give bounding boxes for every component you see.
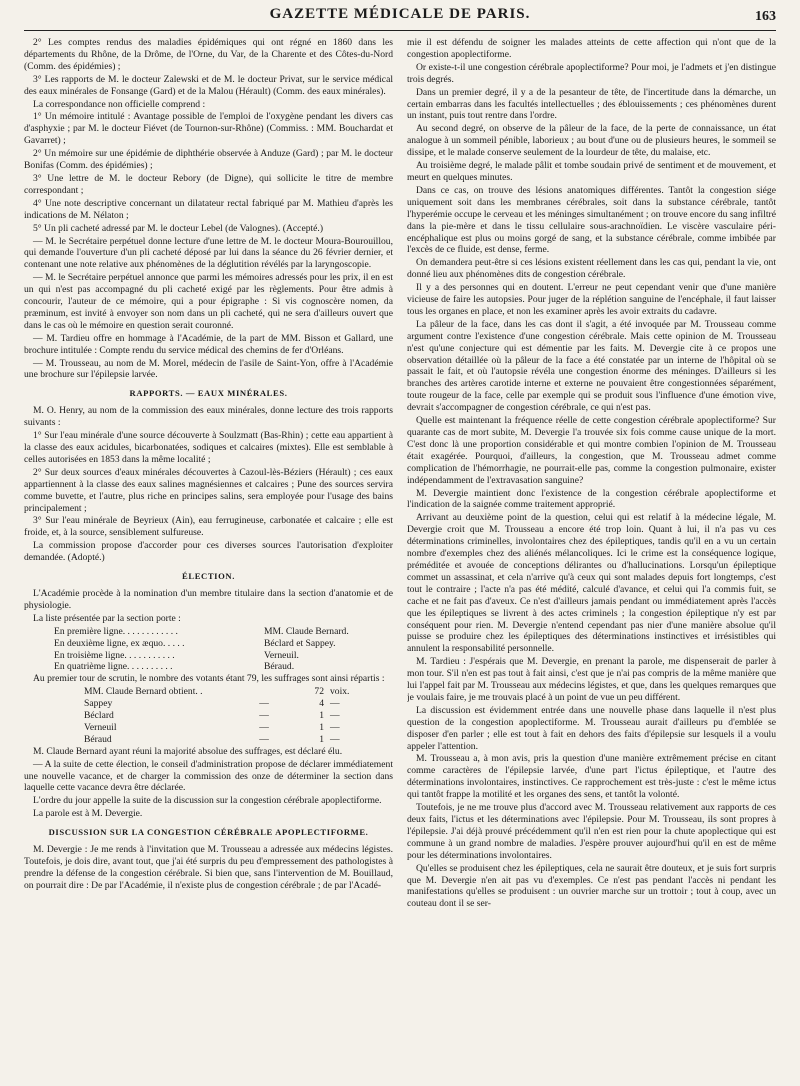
list-item: En deuxième ligne, ex æquo. . . . . Béclard et Sappey. [54, 637, 336, 649]
table-row: Verneuil — 1 — [84, 721, 340, 733]
page-number: 163 [755, 9, 776, 24]
table-row: Béclard — 1 — [84, 710, 340, 722]
section-heading: DISCUSSION SUR LA CONGESTION CÉRÉBRALE APOPLECTIFORME. [48, 827, 369, 838]
paragraph: 3° Les rapports de M. le docteur Zalewski et de M. le docteur Privat, sur le service médical des eaux minérales de Fonsange (Gard) et de la Malou (Hérault) (Comm. des eaux minérales). [24, 73, 393, 97]
paragraph: 1° Un mémoire intitulé : Avantage possible de l'emploi de l'oxygène pendant les divers cas d'asphyxie ; par M. le docteur Fiévet (de Tournon-sur-Rhône) (Commiss. : MM. Bouchardat et Gavarret) ; [24, 111, 393, 147]
paragraph: 1° Sur l'eau minérale d'une source découverte à Soulzmatt (Bas-Rhin) ; cette eau appartient à la classe des eaux acidules, bicarbonatées, sodiques et calcaires (mixtes). Elle est semblable à celles autorisées en 1853 dans la même localité ; [24, 430, 393, 465]
paragraph: L'ordre du jour appelle la suite de la discussion sur la congestion cérébrale apoplectiforme. [33, 795, 382, 807]
vote-table [24, 686, 393, 746]
paragraph: Quelle est maintenant la fréquence réelle de cette congestion cérébrale apoplectiforme? Sur quarante cas de mort subite, M. Devergie l'a trouvée six fois comme cause unique de la mort. C'est donc là une proportion considérable et qui montre combien l'opinion de M. Trousseau était exagérée. Pourquoi, d'ailleurs, la congestion, que M. Trousseau admet comme complication de l'hémorrhagie, ne pourrait-elle pas, comme la congestion pulmonaire, exister indépendamment de l'extravasation sanguine? [407, 415, 776, 486]
table-row: Béraud — 1 — [84, 733, 340, 745]
table-row: Sappey — 4 — [84, 698, 340, 710]
paragraph: — M. Trousseau, au nom de M. Morel, médecin de l'asile de Saint-Yon, offre à l'Académie une brochure sur l'épilepsie larvée. [24, 357, 393, 381]
paragraph: Dans un premier degré, il y a de la pesanteur de tête, de l'incertitude dans la démarche, un certain embarras dans les facultés intellectuelles ; des éblouissements ; ces phénomènes durent un instant, puis tout rentre dans l'ordre. [407, 86, 776, 122]
paragraph: Au premier tour de scrutin, le nombre des votants étant 79, les suffrages sont ainsi répartis : [33, 673, 385, 685]
section-heading: ÉLECTION. [182, 571, 235, 582]
paragraph: Il y a des personnes qui en doutent. L'erreur ne peut cependant venir que d'une manière vicieuse de faire les autopsies. Pour juger de la réplétion sanguine de l'encéphale, il faut laisser tous les organes en place, et non les examiner après les avoir extraits du cadavre. [407, 282, 776, 317]
paragraph: La liste présentée par la section porte : [33, 612, 181, 624]
paragraph: mie il est défendu de soigner les malades atteints de cette affection qui n'ont que de la congestion apoplectiforme. [407, 37, 776, 60]
paragraph: Or existe-t-il une congestion cérébrale apoplectiforme? Pour moi, je l'admets et j'en distingue trois degrés. [407, 61, 776, 85]
paragraph: M. Trousseau a, à mon avis, pris la question d'une manière extrêmement précise en citant comme caractères de l'épilepsie larvée, d'une part l'ictus épileptique, et l'autre des déterminations involontaires, instinctives. Ce rapprochement est très-juste : c'est le même ictus qui tantôt frappe la motilité et les organes des sens, et tantôt la volonté. [407, 753, 776, 801]
paragraph: 4° Une note descriptive concernant un dilatateur rectal fabriqué par M. Mathieu d'après les indications de M. Nélaton ; [24, 197, 393, 221]
paragraph: 3° Sur l'eau minérale de Beyrieux (Ain), eau ferrugineuse, carbonatée et calcaire ; elle est froide, et, à la source, sensiblement sulfureuse. [24, 515, 393, 539]
paragraph: Toutefois, je ne me trouve plus d'accord avec M. Trousseau relativement aux rapports de ces deux faits, l'ictus et les déterminations avec l'épilepsie. Pour M. Trousseau, ils sont propres à l'épilepsie. J'ai déjà prouvé précédemment qu'il n'en est rien pour la chute apoplectique qui est commune à un grand nombre de maladies. J'espère prouver aujourd'hui qu'il en est de même pour les déterminations involontaires. [407, 802, 776, 861]
list-item: En quatrième ligne. . . . . . . . . . Béraud. [54, 661, 295, 673]
paragraph: M. Claude Bernard ayant réuni la majorité absolue des suffrages, est déclaré élu. [33, 745, 343, 757]
paragraph: M. Tardieu : J'espérais que M. Devergie, en prenant la parole, me dispenserait de parler à mon tour. S'il n'en est pas tout à fait ainsi, c'est que je n'ai pas compris de la même manière que lui l'appel fait par M. Trousseau aux médecins légistes, et que, dans les quelques remarques que je voulais faire, je me trouvais placé à un point de vue un peu différent. [407, 656, 776, 703]
paragraph: La correspondance non officielle comprend : [33, 98, 206, 110]
paragraph: Arrivant au deuxième point de la question, celui qui est relatif à la médecine légale, M. Devergie croit que M. Trousseau a encore été trop loin. Quant à lui, il n'a pas vu ces déterminations criminelles, involontaires chez des épileptiques, tandis qu'il en a vu un certain nombre d'exemples chez des aliénés mélancoliques. Ici le crime est la conséquence logique, préméditée et avouée de conceptions délirantes ou d'hallucinations. Lorsqu'un épileptique commet un assassinat, et cela n'arrive qu'à ceux qui sont malades depuis fort longtemps, c'est tout le contraire ; l'acte n'a pas été médité, calculé d'avance, et celui qui l'a commis fuit, se cache et ne fait pas d'aveux. Ce n'est d'ailleurs jamais pendant ou immédiatement après l'accès que les épileptiques se livrent à des actes criminels ; la congestion épileptique n'y est par conséquent pour rien. M. Devergie n'entend cependant pas nier d'une manière absolue qu'il puisse se produire chez les épileptiques des déterminations instinctives et irrésistibles qui annulent la responsabilité personnelle. [407, 512, 776, 655]
paragraph: 2° Les comptes rendus des maladies épidémiques qui ont régné en 1860 dans les départements du Rhône, de la Drôme, de l'Orne, du Var, de la Charente et des Côtes-du-Nord (Comm. des épidémies) ; [24, 37, 393, 72]
paragraph: — M. le Secrétaire perpétuel annonce que parmi les mémoires adressés pour les prix, il en est un qui n'est pas accompagné du pli cacheté exigé par les règlements. Pour être admis à concourir, l'auteur de ce mémoire, qui a pour épigraphe : Si vis cognoscère nomen, da præminum, est invité à envoyer son nom dans un pli cacheté, qui ne sera d'ailleurs ouvert que dans le cas où le mémoire en question serait couronné. [24, 272, 393, 331]
section-heading: RAPPORTS. — EAUX MINÉRALES. [129, 388, 288, 399]
paragraph: 5° Un pli cacheté adressé par M. le docteur Lebel (de Valognes). (Accepté.) [33, 222, 324, 234]
paragraph: — M. Tardieu offre en hommage à l'Académie, de la part de MM. Bisson et Gallard, une brochure intitulée : Compte rendu du service médical des chemins de fer d'Orléans. [24, 332, 393, 356]
article-columns [24, 37, 776, 1083]
paragraph: 2° Un mémoire sur une épidémie de diphthérie observée à Anduze (Gard) ; par M. le docteur Bonifas (Comm. des épidémies) ; [24, 148, 393, 172]
paragraph: — M. le Secrétaire perpétuel donne lecture d'une lettre de M. le docteur Moura-Bourouillou, qui demande l'ouverture d'un pli cacheté déposé par lui dans la séance du 26 février dernier, et contenant une note relative aux phénomènes de la déglutition révélés par la laryngoscopie. [24, 235, 393, 271]
paragraph: On demandera peut-être si ces lésions existent réellement dans les cas qui, pendant la vie, ont donné lieu aux phénomènes dits de congestion cérébrale. [407, 257, 776, 281]
candidate-list [24, 626, 393, 674]
paragraph: M. Devergie : Je me rends à l'invitation que M. Trousseau a adressée aux médecins légistes. Toutefois, je dois dire, avant tout, que j'ai été surpris du peu d'empressement des pathologistes à prendre la défense de la congestion cérébrale. Si bien que, sans l'intervention de M. Bouillaud, on pourrait dire : De par l'Académie, il n'existe plus de congestion cérébrale ; de par l'Acadé- [24, 844, 393, 891]
paragraph: L'Académie procède à la nomination d'un membre titulaire dans la section d'anatomie et de physiologie. [24, 587, 393, 611]
list-item: En première ligne. . . . . . . . . . . . MM. Claude Bernard. [54, 625, 349, 637]
right-column [407, 37, 776, 1083]
left-column [24, 37, 393, 1083]
table-row: MM. Claude Bernard obtient. . 72 voix. [84, 686, 350, 698]
paragraph: La pâleur de la face, dans les cas dont il s'agit, a été invoquée par M. Trousseau comme argument contre l'existence d'une congestion cérébrale. Mais cette opinion de M. Trousseau n'est qu'une conjecture qui est démentie par les faits. M. Devergie cite à ce propos une observation détaillée où la pâleur de la face a été constatée par un interne de l'hôpital où se passait le fait, et où l'autopsie révéla une congestion énorme des méninges. D'ailleurs si les branches des artères carotide interne et externe ne pouvaient être congestionnées séparément, toute rougeur de la face, celle par exemple qui se produit sous l'influence d'une émotion vive, devrait s'accompagner de congestion cérébrale, ce qui n'est pas. [407, 318, 776, 414]
paragraph: Qu'elles se produisent chez les épileptiques, cela ne saurait être douteux, et je suis fort surpris que M. Devergie n'en ait pas vu d'exemples. Ce n'est pas pendant l'accès ni pendant les manifestations qu'elles se produisent : un ouvrier marche sur un trottoir ; tout à coup, avec un couteau dont il se ser- [407, 862, 776, 910]
paragraph: La commission propose d'accorder pour ces diverses sources l'autorisation d'exploiter demandée. (Adopté.) [24, 540, 393, 564]
paragraph: La discussion est évidemment entrée dans une nouvelle phase dans laquelle il n'est plus question de la congestion apoplectiforme. M. Trousseau aurait d'ailleurs pu d'emblée se disposer d'en parler ; elle est tout à fait en dehors des faits d'épilepsie sur lesquels il a voulu appeler l'attention. [407, 704, 776, 752]
paragraph: 2° Sur deux sources d'eaux minérales découvertes à Cazoul-lès-Béziers (Hérault) ; ces eaux appartiennent à la classe des eaux salines magnésiennes et calcaires ; Pune des sources servira comme buvette, et l'autre, plus riche en principes salins, sera employée pour l'usage des bains principalement ; [24, 466, 393, 514]
paragraph: — A la suite de cette élection, le conseil d'administration propose de déclarer immédiatement une nouvelle vacance, et de charger la commission des onze de déterminer la section dans laquelle cette vacance devra être déclarée. [24, 758, 393, 794]
paragraph: Dans ce cas, on trouve des lésions anatomiques différentes. Tantôt la congestion siége uniquement soit dans les membranes cérébrales, soit dans la substance cérébrale, tantôt l'hyperémie occupe le cerveau et les méninges simultanément ; on trouve encore du sang infiltré dans la pie-mère et dans le tissu cellulaire sous-arachnoïdien. Le viscère vasculaire péri-encéphalique est plus ou moins gorgé de sang, et la substance cérébrale, comme imbibée par l'excès de ce fluide, est dense, ferme. [407, 184, 776, 256]
paragraph: 3° Une lettre de M. le docteur Rebory (de Digne), qui sollicite le titre de membre correspondant ; [24, 172, 393, 196]
paragraph: La parole est à M. Devergie. [33, 808, 143, 820]
paragraph: M. Devergie maintient donc l'existence de la congestion cérébrale apoplectiforme et l'indication de la saignée comme traitement approprié. [407, 487, 776, 511]
paragraph: Au second degré, on observe de la pâleur de la face, de la perte de connaissance, un état analogue à un sommeil pénible, laborieux ; au bout d'une ou de plusieurs heures, le sommeil se dissipe, et le malade conserve seulement de la lourdeur de tête, du malaise, etc. [407, 123, 776, 159]
journal-title: GAZETTE MÉDICALE DE PARIS. [269, 6, 531, 22]
list-item: En troisième ligne. . . . . . . . . . . Verneuil. [54, 649, 299, 661]
page-header [24, 6, 776, 31]
paragraph: M. O. Henry, au nom de la commission des eaux minérales, donne lecture des trois rapports suivants : [24, 405, 393, 429]
paragraph: Au troisième degré, le malade pâlit et tombe soudain privé de sentiment et de mouvement, et meurt en quelques minutes. [407, 160, 776, 183]
